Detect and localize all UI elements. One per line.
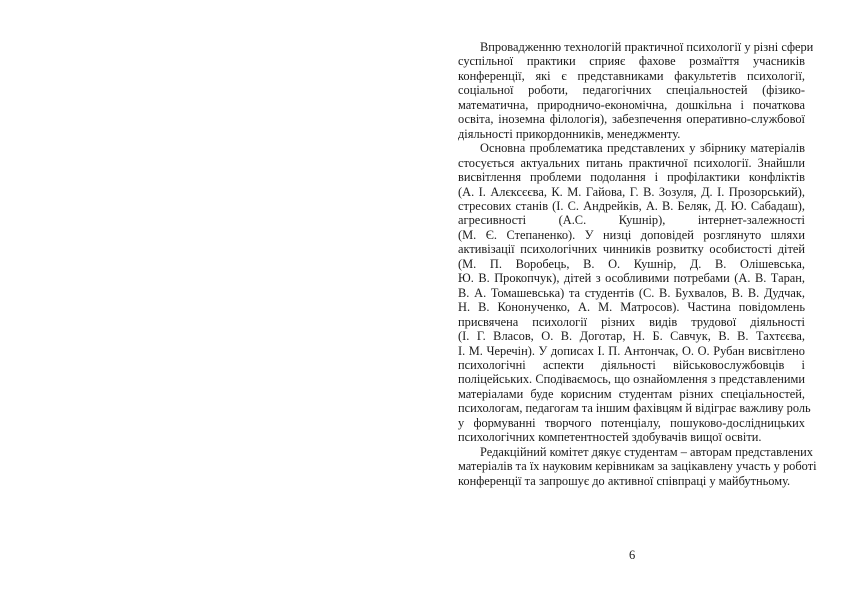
text-line: Основна проблематика представлених у збірнику матеріалів [480,141,805,156]
page-number: 6 [629,548,636,562]
text-line: Редакційний комітет дякує студентам – авторам представлених [480,444,813,459]
text-line: конференції, які є представниками факультетів психології, [458,68,805,83]
text-line: активізації психологічних чинників розвитку особистості дітей [458,242,805,257]
text-line: (М. П. Воробець, В. О. Кушнір, Д. В. Олішевська, [458,256,805,271]
text-line: матеріалами буде корисним студентам різних спеціальностей, [458,386,805,401]
text-line: психологічних компетентностей здобувачів вищої освіти. [458,430,762,445]
paragraph [458,444,817,488]
text-line: суспільної практики сприяє фахове розмаїття учасників [458,54,805,69]
text-line: конференції та запрошує до активної співпраці у майбутньому. [458,473,791,488]
text-line: (А. І. Алєксєєва, К. М. Гайова, Г. В. Зозуля, Д. І. Прозорський), [458,184,805,199]
text-line: висвітлення проблеми подолання і профілактики конфліктів [458,170,805,185]
text-line: психологічні аспекти діяльності військовослужбовців і [458,357,805,372]
text-line: агресивності (А.С. Кушнір), інтернет-залежності [458,213,805,228]
body-text [458,40,817,488]
text-line: стосується актуальних питань практичної психології. Знайшли [458,155,805,170]
text-line: Н. В. Кононученко, А. М. Матросов). Частина повідомлень [458,300,805,315]
text-line: матеріалів та їх науковим керівникам за зацікавлену участь у роботі [458,459,817,474]
text-line: В. А. Томашевська) та студентів (С. В. Бухвалов, В. В. Дудчак, [458,285,805,300]
paragraph [458,141,811,445]
text-line: (І. Г. Власов, О. В. Доготар, Н. Б. Савчук, В. В. Тахтєєва, [458,329,805,344]
paragraph [458,40,814,141]
text-line: психологам, педагогам та іншим фахівцям й відіграє важливу роль [458,401,811,416]
text-line: соціальної роботи, педагогічних спеціальностей (фізико- [458,83,805,98]
text-line: математична, природничо-економічна, дошкільна і початкова [458,97,805,112]
text-line: стресових станів (І. С. Андрейків, А. В. Беляк, Д. Ю. Сабадаш), [458,198,805,213]
text-line: І. М. Черечін). У дописах І. П. Антончак, О. О. Рубан висвітлено [458,343,805,358]
text-line: у формуванні творчого потенціалу, пошуково-дослідницьких [458,415,805,430]
text-line: Впровадженню технологій практичної психології у різні сфери [480,40,814,54]
text-line: поліцейських. Сподіваємось, що ознайомлення з представленими [458,372,805,387]
text-line: освіта, іноземна філологія), забезпечення оперативно-службової [458,112,805,127]
text-line: присвячена психології різних видів трудової діяльності [458,314,805,329]
text-line: (М. Є. Степаненко). У низці доповідей розглянуто шляхи [458,227,805,242]
text-line: Ю. В. Прокопчук), дітей з особливими потребами (А. В. Таран, [458,271,805,286]
text-line: діяльності прикордонників, менеджменту. [458,126,681,141]
